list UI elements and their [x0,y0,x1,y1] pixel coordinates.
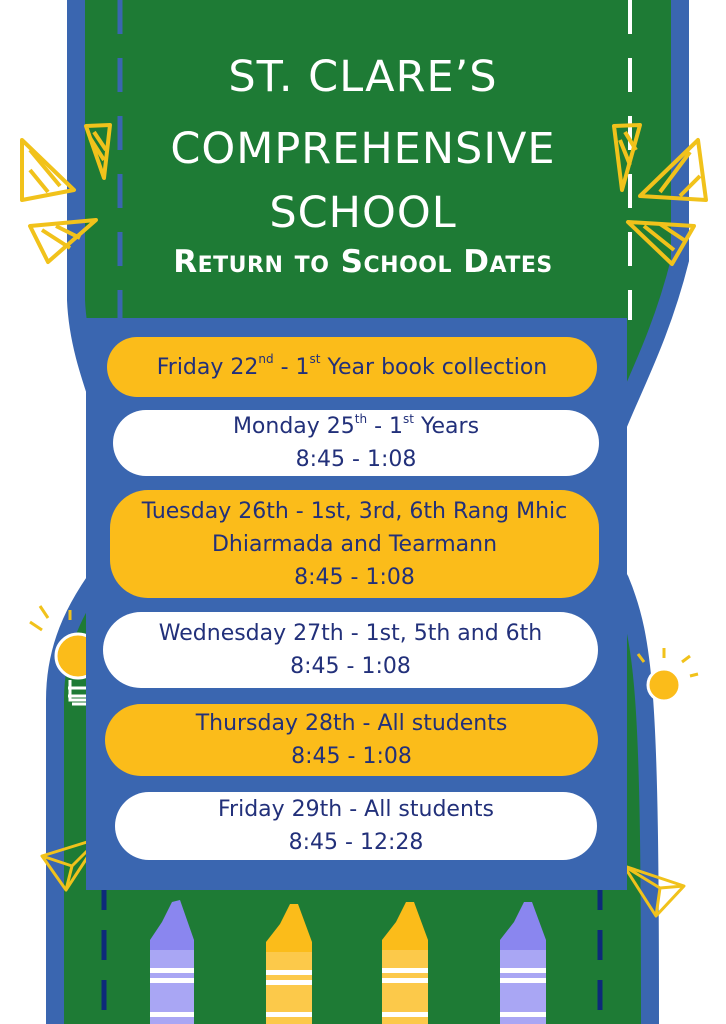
date-text: Thursday 28th - All students [195,711,508,736]
page-subtitle: Return to School Dates [173,244,553,280]
date-item-monday-25 [113,410,599,476]
date-time: 8:45 - 1:08 [294,564,415,590]
date-time: 8:45 - 1:08 [291,744,412,769]
date-text-line-1: Tuesday 26th - 1st, 3rd, 6th Rang Mhic [141,498,568,524]
date-time: 8:45 - 12:28 [288,830,424,855]
date-item-wednesday-27 [103,612,598,688]
date-item-tuesday-26 [110,490,599,598]
date-time: 8:45 - 1:08 [295,447,417,472]
school-name-line-3: SCHOOL [269,188,457,238]
date-time: 8:45 - 1:08 [290,654,411,679]
date-text: Friday 22nd - 1st Year book collection [156,352,548,380]
date-item-friday-22 [107,337,597,397]
date-item-friday-29 [115,792,597,860]
school-name-line-2: COMPREHENSIVE [170,124,556,174]
date-text: Monday 25th - 1st Years [232,411,480,439]
date-text: Wednesday 27th - 1st, 5th and 6th [158,621,543,646]
date-text: Friday 29th - All students [218,797,494,822]
school-name-line-1: ST. CLARE’S [228,52,498,102]
date-text-line-2: Dhiarmada and Tearmann [211,531,498,557]
date-item-thursday-28 [105,704,598,776]
